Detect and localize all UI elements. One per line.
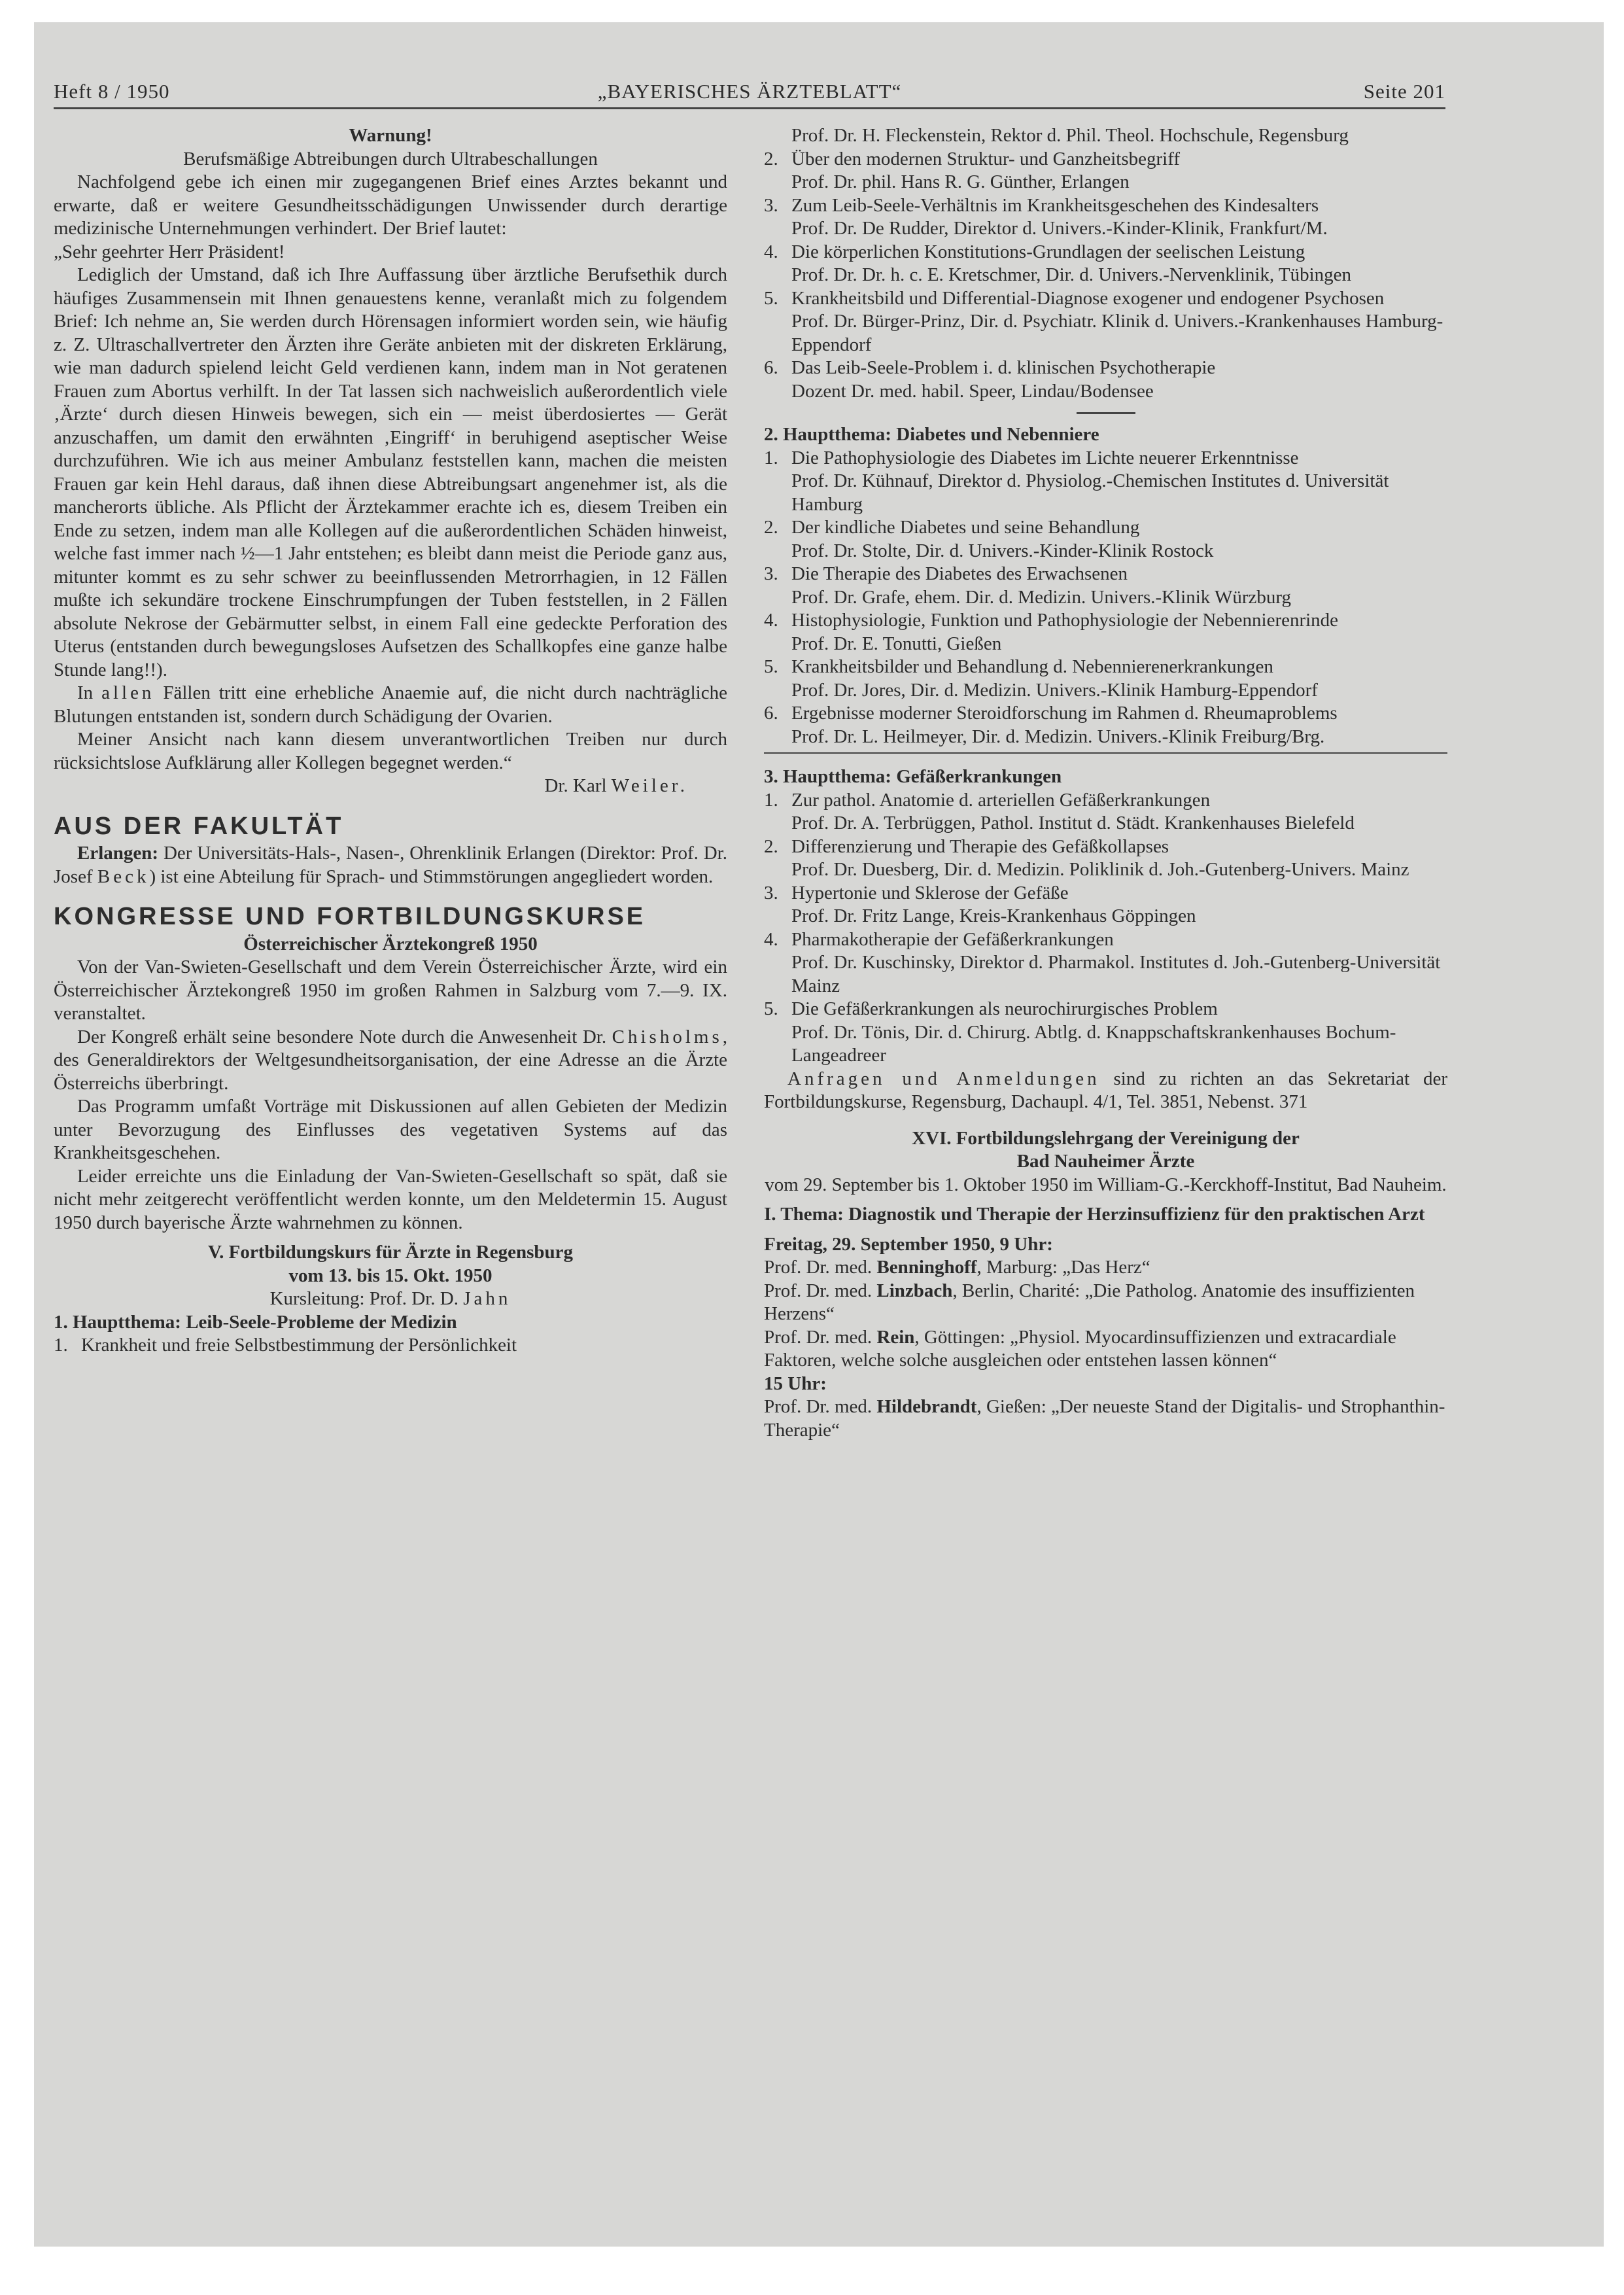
right-column <box>764 124 1447 1442</box>
item-title: Die körperlichen Konstitutions-Grundlagen der seelischen Leistung <box>791 241 1305 262</box>
talk-prefix: Prof. Dr. med. <box>764 1396 877 1417</box>
item-title: Die Gefäßerkrankungen als neurochirurgisches Problem <box>791 998 1218 1019</box>
austria-p2-name: Chisholms <box>612 1026 723 1047</box>
list-item <box>764 702 1447 748</box>
item-speaker: Prof. Dr. Tönis, Dir. d. Chirurg. Abtlg. d. Knappschaftskrankenhauses Bochum-Langeadreer <box>791 1021 1396 1066</box>
talk-item <box>764 1326 1447 1373</box>
list-item <box>764 516 1447 563</box>
item-speaker: Prof. Dr. L. Heilmeyer, Dir. d. Medizin. Univers.-Klinik Freiburg/Brg. <box>791 726 1325 747</box>
theme-1-list-start <box>54 1334 727 1358</box>
letter-body-2 <box>54 682 727 728</box>
issue-number: Heft 8 / 1950 <box>54 80 170 103</box>
faculty-text-rest: ) ist eine Abteilung für Sprach- und Stimmstörungen angegliedert worden. <box>149 866 714 887</box>
item-number: 5. <box>764 287 778 309</box>
talk-speaker: Linzbach <box>876 1280 953 1301</box>
course-lead <box>54 1288 727 1311</box>
item-title: Krankheitsbild und Differential-Diagnose exogener und endogener Psychosen <box>791 287 1385 309</box>
list-item <box>764 563 1447 609</box>
list-item <box>764 998 1447 1068</box>
faculty-heading: AUS DER FAKULTÄT <box>54 812 344 840</box>
item-speaker: Prof. Dr. Jores, Dir. d. Medizin. Univers.-Klinik Hamburg-Eppendorf <box>791 679 1318 701</box>
registration-spaced: Anfragen und Anmeldungen <box>787 1068 1100 1089</box>
item-speaker: Prof. Dr. Grafe, ehem. Dir. d. Medizin. Univers.-Klinik Würzburg <box>791 586 1292 608</box>
talk-prefix: Prof. Dr. med. <box>764 1257 877 1278</box>
journal-title: „BAYERISCHES ÄRZTEBLATT“ <box>597 80 902 103</box>
item-speaker: Prof. Dr. Duesberg, Dir. d. Medizin. Poliklinik d. Joh.-Gutenberg-Univers. Mainz <box>791 859 1409 880</box>
austria-paragraph-1: Von der Van-Swieten-Gesellschaft und dem Verein Österreichischer Ärzte, wird ein Österreichischer Ärztekongreß 1950 im großen Rahmen in Salzburg vom 7.—9. IX. veranstaltet. <box>54 956 727 1024</box>
course-lead-label: Kursleitung: Prof. Dr. D. <box>269 1288 464 1309</box>
austria-paragraph-3: Das Programm umfaßt Vorträge mit Diskussionen auf allen Gebieten der Medizin unter Bevorzugung des Einflusses des vegetativen Systems auf das Krankheitsgeschehen. <box>54 1096 727 1163</box>
warning-title: Warnung! <box>349 125 432 146</box>
list-item <box>764 609 1447 656</box>
item-number: 2. <box>764 517 778 538</box>
item-number: 6. <box>764 357 778 378</box>
item-number: 3. <box>764 194 778 216</box>
friday-heading: Freitag, 29. September 1950, 9 Uhr: <box>764 1233 1053 1255</box>
item-number: 1. <box>764 447 778 468</box>
theme-3-heading: 3. Hauptthema: Gefäßerkrankungen <box>764 766 1062 787</box>
nauheim-title-1: XVI. Fortbildungslehrgang der Vereinigung der <box>912 1127 1300 1149</box>
item-speaker: Prof. Dr. Fritz Lange, Kreis-Krankenhaus Göppingen <box>791 905 1196 926</box>
item-title: Das Leib-Seele-Problem i. d. klinischen Psychotherapie <box>791 357 1216 378</box>
list-item <box>764 241 1447 287</box>
theme-1-list-cont <box>764 124 1447 403</box>
signature-name: Weiler. <box>611 775 688 796</box>
talk-title: , Gießen: „Der neueste Stand der Digitalis- und Strophanthin-Therapie“ <box>764 1396 1445 1441</box>
item-speaker: Prof. Dr. Kühnauf, Direktor d. Physiolog.-Chemischen Institutes d. Universität Hamburg <box>791 470 1389 515</box>
item-title: Histophysiologie, Funktion und Pathophysiologie der Nebennierenrinde <box>791 610 1339 631</box>
list-item <box>764 882 1447 928</box>
item-number: 1. <box>764 789 778 811</box>
list-item <box>764 789 1447 835</box>
divider <box>764 752 1447 754</box>
congress-heading: KONGRESSE UND FORTBILDUNGSKURSE <box>54 903 646 930</box>
item-speaker: Prof. Dr. Stolte, Dir. d. Univers.-Kinder-Klinik Rostock <box>791 540 1214 561</box>
item-number: 5. <box>764 656 778 677</box>
faculty-text-name: Beck <box>97 866 150 887</box>
letter-body-2-start: In <box>77 682 102 703</box>
left-column <box>54 124 727 1358</box>
talk-speaker: Benninghoff <box>876 1257 977 1278</box>
item-title: Zum Leib-Seele-Verhältnis im Krankheitsgeschehen des Kindesalters <box>791 194 1319 216</box>
item-title: Differenzierung und Therapie des Gefäßkollapses <box>791 835 1169 857</box>
theme-2-list <box>764 447 1447 749</box>
talk-item <box>764 1280 1447 1326</box>
item-speaker: Prof. Dr. Kuschinsky, Direktor d. Pharmakol. Institutes d. Joh.-Gutenberg-Universität Mainz <box>791 952 1441 996</box>
talk-item <box>764 1395 1447 1442</box>
item-title: Zur pathol. Anatomie d. arteriellen Gefäßerkrankungen <box>791 789 1211 811</box>
item-title: Hypertonie und Sklerose der Gefäße <box>791 882 1069 903</box>
time-15-heading: 15 Uhr: <box>764 1373 827 1394</box>
talk-title: , Göttingen: „Physiol. Myocardinsuffizienzen und extracardiale Faktoren, welche solche ausgleichen oder entstehen lassen können“ <box>764 1326 1396 1371</box>
warning-subtitle: Berufsmäßige Abtreibungen durch Ultrabeschallungen <box>183 148 598 169</box>
letter-body-2-rest: Fällen tritt eine erhebliche Anaemie auf, die nicht durch nachträgliche Blutungen entstanden ist, sondern durch Schädigung der Ovarien. <box>54 682 727 727</box>
list-item <box>764 447 1447 517</box>
talk-speaker: Hildebrandt <box>876 1396 977 1417</box>
registration-note <box>764 1068 1447 1114</box>
item-number: 4. <box>764 241 778 262</box>
austria-paragraph-4: Leider erreichte uns die Einladung der Van-Swieten-Gesellschaft so spät, daß sie nicht mehr zeitgerecht veröffentlicht werden konnte, um den Meldetermin 15. August 1950 durch bayerische Ärzte wahrnehmen zu können. <box>54 1165 727 1233</box>
item-speaker: Prof. Dr. phil. Hans R. G. Günther, Erlangen <box>791 171 1130 192</box>
registration-text: sind zu richten an das Sekretariat der Fortbildungskurse, Regensburg, Dachaupl. 4/1, Tel. 3851, Nebenst. 371 <box>764 1068 1448 1112</box>
item-number: 4. <box>764 610 778 631</box>
theme-1-heading: 1. Hauptthema: Leib-Seele-Probleme der Medizin <box>54 1311 457 1333</box>
item-number: 4. <box>764 928 778 950</box>
list-item <box>764 194 1447 241</box>
warning-intro: Nachfolgend gebe ich einen mir zugegangenen Brief eines Arztes bekannt und erwarte, daß er weitere Gesundheitsschädigungen Unwissender durch derartige medizinische Unternehmungen verhindert. Der Brief lautet: <box>54 171 727 239</box>
item-number: 3. <box>764 882 778 903</box>
header-rule <box>54 107 1445 109</box>
list-item <box>764 357 1447 403</box>
nauheim-title-2: Bad Nauheimer Ärzte <box>1016 1151 1195 1172</box>
letter-body-1: Lediglich der Umstand, daß ich Ihre Auffassung über ärztliche Berufsethik durch häufiges Zusammensein mit Ihnen genauestens kenne, veranlaßt mich zu folgendem Brief: Ich nehme an, Sie werden durch Hörensagen informiert worden sein, wie häufig z. Z. Ultraschallvertreter den Ärzten ihre Geräte anbieten mit der diskreten Erklärung, wie man dadurch spielend leicht Geld verdienen kann, indem man in Not geratenen Frauen zum Abortus verhilft. In der Tat lassen sich nachweislich außerordentlich viele ‚Ärzte‘ durch diesen Hinweis bewegen, sich ein — meist überdosiertes — Gerät anzuschaffen, um damit den erwähnten ‚Eingriff‘ in beruhigend aseptischer Weise durchzuführen. Wie ich aus meiner Ambulanz feststellen kann, machen die meisten Frauen gar kein Hehl daraus, daß ihnen diese Abtreibungsart angenehmer ist, als die mancherorts übliche. Als Pflicht der Ärztekammer erachte ich es, diesem Treiben ein Ende zu setzen, indem man alle Kollegen auf die außerordentlichen Schäden hinweist, welche fast immer nach ½—1 Jahr entstehen; es bleibt dann meist die Periode ganz aus, mitunter kommt es zu sehr schwer zu beeinflussenden Metrorrhagien, in 12 Fällen mußte ich sekundäre trockene Einschrumpfungen der Tuben feststellen, in 2 Fällen absolute Nekrose der Gebärmutter selbst, in einem Fall eine gedeckte Perforation des Uterus (entstanden durch bewegungsloses Aufsetzen des Schallkopfes eine ganze halbe Stunde lang!!). <box>54 264 727 680</box>
item-title: Pharmakotherapie der Gefäßerkrankungen <box>791 928 1114 950</box>
item-speaker: Prof. Dr. A. Terbrüggen, Pathol. Institut d. Städt. Krankenhauses Bielefeld <box>791 813 1355 833</box>
list-item <box>764 928 1447 998</box>
item-speaker: Prof. Dr. De Rudder, Direktor d. Univers.-Kinder-Klinik, Frankfurt/M. <box>791 218 1328 239</box>
talk-speaker: Rein <box>876 1326 915 1348</box>
austria-p2-start: Der Kongreß erhält seine besondere Note durch die Anwesenheit Dr. <box>77 1026 612 1047</box>
page-number: Seite 201 <box>1363 80 1445 103</box>
nauheim-date: vom 29. September bis 1. Oktober 1950 im William-G.-Kerckhoff-Institut, Bad Nauheim. <box>765 1174 1447 1195</box>
item-number: 3. <box>764 563 778 584</box>
item-title: Krankheit und freie Selbstbestimmung der Persönlichkeit <box>81 1335 517 1356</box>
item-title: Die Pathophysiologie des Diabetes im Lichte neuerer Erkenntnisse <box>791 447 1299 468</box>
austria-paragraph-2 <box>54 1026 727 1096</box>
list-item <box>764 656 1447 702</box>
item-speaker: Prof. Dr. H. Fleckenstein, Rektor d. Phil. Theol. Hochschule, Regensburg <box>791 125 1349 146</box>
item-title: Die Therapie des Diabetes des Erwachsenen <box>791 563 1128 584</box>
talk-prefix: Prof. Dr. med. <box>764 1326 877 1348</box>
nauheim-theme: I. Thema: Diagnostik und Therapie der Herzinsuffizienz für den praktischen Arzt <box>764 1204 1425 1225</box>
austria-p2-rest: , des Generaldirektors der Weltgesundheitsorganisation, der eine Adresse an die Ärzte Österreichs überbringt. <box>54 1026 727 1094</box>
talk-title: , Marburg: „Das Herz“ <box>976 1257 1150 1278</box>
letter-body-3: Meiner Ansicht nach kann diesem unverantwortlichen Treiben nur durch rücksichtslose Aufklärung aller Kollegen begegnet werden.“ <box>54 729 727 773</box>
item-number: 2. <box>764 835 778 857</box>
item-number: 1. <box>54 1335 68 1356</box>
signature-prefix: Dr. Karl <box>544 775 612 796</box>
regensburg-title-2: vom 13. bis 15. Okt. 1950 <box>288 1265 492 1286</box>
item-speaker: Prof. Dr. Bürger-Prinz, Dir. d. Psychiatr. Klinik d. Univers.-Krankenhauses Hamburg-Eppendorf <box>791 311 1443 355</box>
faculty-text <box>54 842 727 888</box>
talk-prefix: Prof. Dr. med. <box>764 1280 877 1301</box>
course-lead-name: Jahn <box>463 1288 511 1309</box>
list-item <box>764 124 1447 148</box>
letter-signature <box>54 775 727 798</box>
letter-salutation: „Sehr geehrter Herr Präsident! <box>54 241 285 262</box>
item-speaker: Prof. Dr. E. Tonutti, Gießen <box>791 633 1002 654</box>
theme-2-heading: 2. Hauptthema: Diabetes und Nebenniere <box>764 424 1099 445</box>
item-title: Über den modernen Struktur- und Ganzheitsbegriff <box>791 148 1181 169</box>
list-item <box>54 1334 727 1358</box>
letter-body-2-emphasis: allen <box>101 682 155 703</box>
item-number: 5. <box>764 998 778 1019</box>
talk-title: , Berlin, Charité: „Die Patholog. Anatomie des insuffizienten Herzens“ <box>764 1280 1415 1324</box>
faculty-place: Erlangen: <box>77 843 159 864</box>
list-item <box>764 287 1447 357</box>
item-number: 2. <box>764 148 778 169</box>
list-item <box>764 835 1447 882</box>
item-title: Der kindliche Diabetes und seine Behandlung <box>791 517 1140 538</box>
item-speaker: Dozent Dr. med. habil. Speer, Lindau/Bodensee <box>791 380 1154 402</box>
item-title: Krankheitsbilder und Behandlung d. Nebennierenerkrankungen <box>791 656 1273 677</box>
item-title: Ergebnisse moderner Steroidforschung im Rahmen d. Rheumaproblems <box>791 703 1338 724</box>
talk-item <box>764 1256 1447 1280</box>
divider <box>1077 412 1135 414</box>
item-number: 6. <box>764 703 778 724</box>
theme-3-list <box>764 789 1447 1068</box>
austria-congress-title: Österreichischer Ärztekongreß 1950 <box>243 933 538 955</box>
list-item <box>764 148 1447 194</box>
faculty-text-start: Der Universitäts-Hals-, Nasen-, Ohrenklinik Erlangen (Direktor: Prof. Dr. Josef <box>54 843 727 887</box>
item-speaker: Prof. Dr. Dr. h. c. E. Kretschmer, Dir. d. Univers.-Nervenklinik, Tübingen <box>791 264 1352 285</box>
regensburg-title-1: V. Fortbildungskurs für Ärzte in Regensburg <box>207 1242 574 1263</box>
